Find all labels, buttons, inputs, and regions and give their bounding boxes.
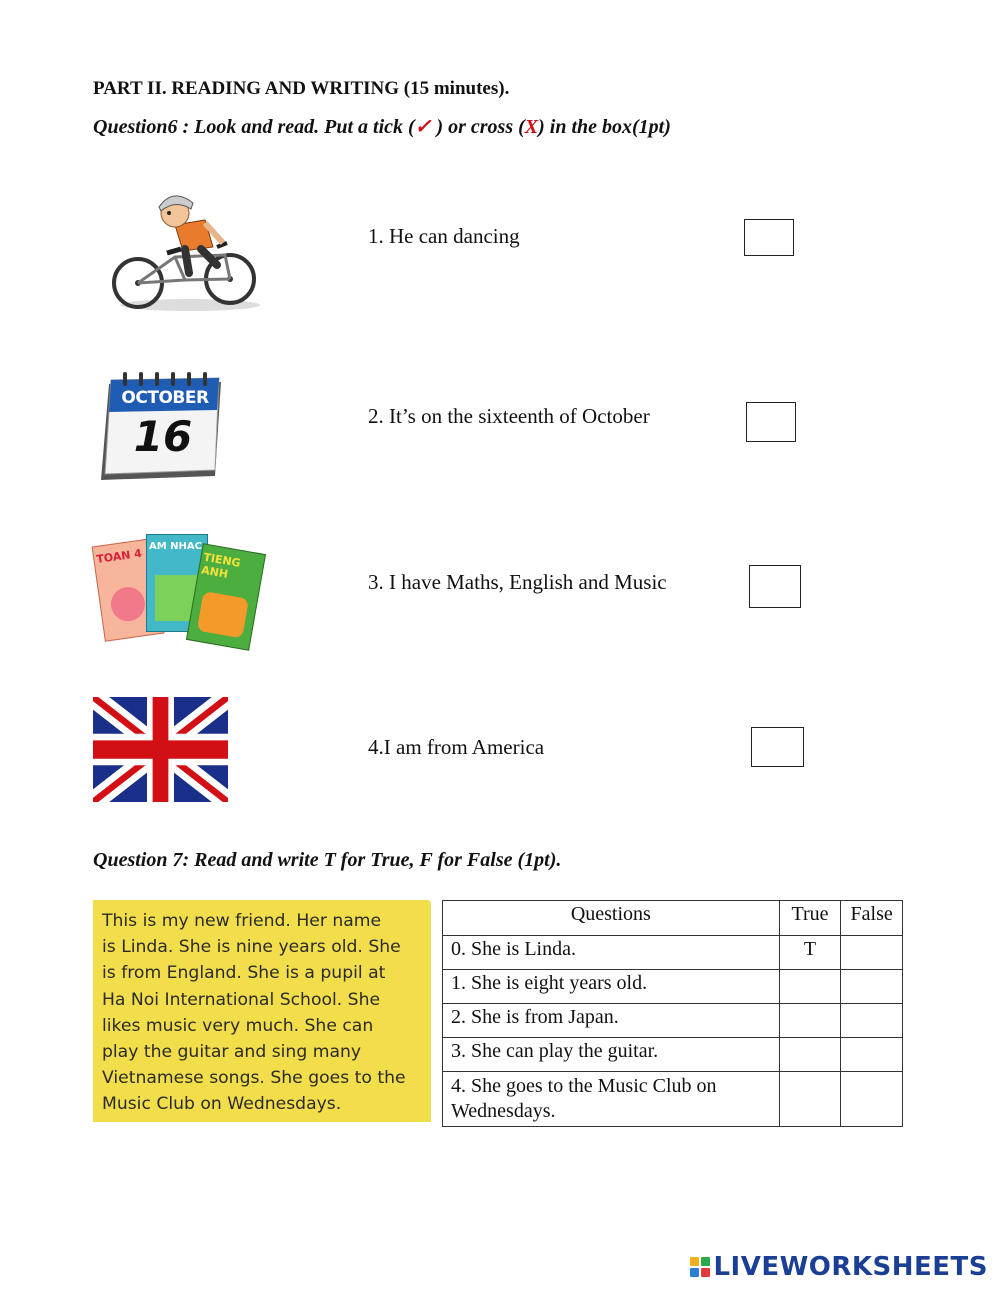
boy-cycling-icon	[105, 185, 275, 315]
q6-answer-box-4[interactable]	[751, 727, 804, 767]
reading-line: This is my new friend. Her name	[102, 911, 382, 931]
header-false: False	[841, 901, 903, 936]
row-true-cell: T	[779, 936, 841, 970]
q6-item-2-label: 2. It’s on the sixteenth of October	[368, 404, 650, 428]
q6-answer-box-3[interactable]	[749, 565, 801, 608]
cross-symbol: X	[524, 116, 539, 138]
reading-line: is from England. She is a pupil at	[102, 963, 386, 984]
row-true-input[interactable]	[779, 1038, 841, 1072]
reading-line: likes music very much. She can	[102, 1015, 374, 1036]
row-question: 3. She can play the guitar.	[443, 1038, 780, 1072]
uk-flag-icon	[93, 697, 228, 802]
reading-line: Music Club on Wednesdays.	[102, 1094, 342, 1115]
question7-title: Question 7: Read and write T for True, F for False (1pt).	[93, 849, 562, 871]
row-question: 2. She is from Japan.	[443, 1004, 780, 1038]
reading-passage	[93, 900, 431, 1122]
q6-answer-box-1[interactable]	[744, 219, 794, 256]
book-2-title: AM NHAC	[149, 541, 202, 552]
row-false-input[interactable]	[841, 1072, 903, 1127]
q6-answer-box-2[interactable]	[746, 402, 796, 442]
book-1-title: TOAN 4	[95, 546, 143, 567]
q6-suffix: ) in the box(1pt)	[538, 116, 671, 138]
reading-line: play the guitar and sing many	[102, 1042, 362, 1063]
row-false-input[interactable]	[841, 1038, 903, 1072]
q6-item-4-label: 4.I am from America	[368, 735, 545, 759]
row-false-input[interactable]	[841, 1004, 903, 1038]
table-row	[443, 1004, 903, 1038]
header-true: True	[779, 901, 841, 936]
table-row	[443, 1038, 903, 1072]
row-question: 0. She is Linda.	[443, 936, 780, 970]
row-question: 4. She goes to the Music Club on Wednesdays.	[443, 1072, 780, 1127]
row-true-input[interactable]	[779, 970, 841, 1004]
table-row	[443, 1072, 903, 1127]
reading-line: Ha Noi International School. She	[102, 989, 381, 1010]
row-true-input[interactable]	[779, 1004, 841, 1038]
table-row	[443, 936, 903, 970]
logo-text: LIVEWORKSHEETS	[713, 1252, 988, 1282]
true-false-table	[442, 900, 903, 1127]
schoolbooks-icon	[94, 534, 264, 650]
row-false-cell	[841, 936, 903, 970]
reading-line: is Linda. She is nine years old. She	[102, 937, 401, 958]
calendar-month: OCTOBER	[121, 388, 209, 408]
table-header-row	[443, 901, 903, 936]
header-questions: Questions	[443, 901, 780, 936]
q6-mid: ) or cross (	[431, 116, 525, 138]
reading-line: Vietnamese songs. She goes to the	[102, 1068, 406, 1089]
liveworksheets-logo	[690, 1252, 988, 1282]
book-3-title: TIENG ANH	[200, 550, 242, 581]
row-question: 1. She is eight years old.	[443, 970, 780, 1004]
q6-item-1-label: 1. He can dancing	[368, 224, 520, 248]
q6-prefix: Question6 : Look and read. Put a tick (	[93, 116, 415, 138]
part-title: PART II. READING AND WRITING (15 minutes).	[93, 78, 510, 99]
table-row	[443, 970, 903, 1004]
question6-title	[93, 114, 671, 139]
calendar-icon	[99, 370, 223, 482]
q6-item-3-label: 3. I have Maths, English and Music	[368, 570, 667, 594]
calendar-day: 16	[133, 412, 193, 461]
row-true-input[interactable]	[779, 1072, 841, 1127]
row-false-input[interactable]	[841, 970, 903, 1004]
logo-mark-icon	[690, 1257, 710, 1277]
tick-symbol: ✓	[414, 116, 432, 138]
